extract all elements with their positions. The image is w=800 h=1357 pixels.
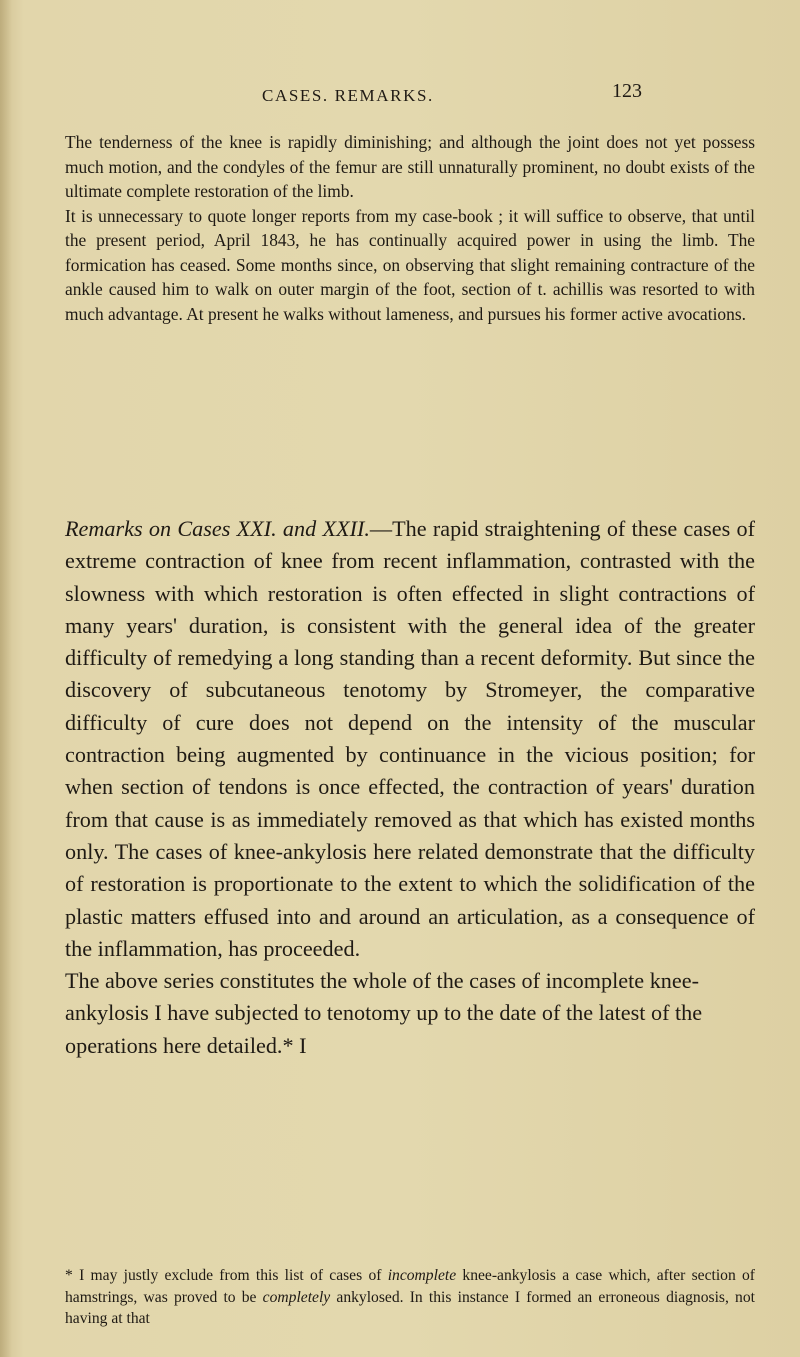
footnote [65,1265,755,1330]
case-report-text [65,130,755,326]
footnote-italic-incomplete: incomplete [387,1267,457,1284]
footnote-text [65,1265,755,1330]
footnote-italic-completely: completely [262,1288,331,1306]
page-number: 123 [612,80,642,102]
footnote-part-1: * I may justly exclude from this list of cases of [65,1267,388,1284]
case-paragraph-1: The tenderness of the knee is rapidly diminishing; and although the joint does not yet possess much motion, and the condyles of the femur are still unnaturally prominent, no doubt exists of the ultimate complete restoration of the limb. [65,132,755,201]
remarks-paragraph-1-body: —The rapid straightening of these cases of extreme contraction of knee from recent inflammation, contrasted with the slowness with which restoration is often effected in slight contractions of many years' duration, is consistent with the general idea of the greater difficulty of remedying a long standing than a recent deformity. But since the discovery of subcutaneous tenotomy by Stromeyer, the comparative difficulty of cure does not depend on the intensity of the muscular contraction being augmented by continuance in the vicious position; for when section of tendons is once effected, the contraction of years' duration from that cause is as immediately removed as that which has existed months only. The cases of knee-ankylosis here related demonstrate that the difficulty of restoration is proportionate to the extent to which the solidification of the plastic matters effused into and around an articulation, as a consequence of the inflammation, has proceeded. [65,516,755,961]
footnote-part-3: ankylosed. In this instance I formed an erroneous diagnosis, not having at that [65,1288,755,1327]
remarks-section [65,513,755,1062]
page-edge-shadow [0,0,12,1357]
remarks-paragraph-1 [65,513,755,965]
running-head: CASES. REMARKS. [262,86,434,105]
remarks-paragraph-2: The above series constitutes the whole of the cases of incomplete knee-ankylosis I have subjected to tenotomy up to the date of the latest of the operations here detailed.* I [65,968,703,1058]
remarks-heading: Remarks on Cases XXI. and XXII. [65,516,370,541]
footnote-part-2: knee-ankylosis a case which, after section of hamstrings, was proved to be [65,1267,756,1306]
case-paragraph-2: It is unnecessary to quote longer reports from my case-book ; it will suffice to observe, that until the present period, April 1843, he has continually acquired power in using the limb. The formication has ceased. Some months since, on observing that slight remaining contracture of the ankle caused him to walk on outer margin of the foot, section of t. achillis was resorted to with much advantage. At present he walks without lameness, and pursues his former active avocations. [65,205,755,324]
